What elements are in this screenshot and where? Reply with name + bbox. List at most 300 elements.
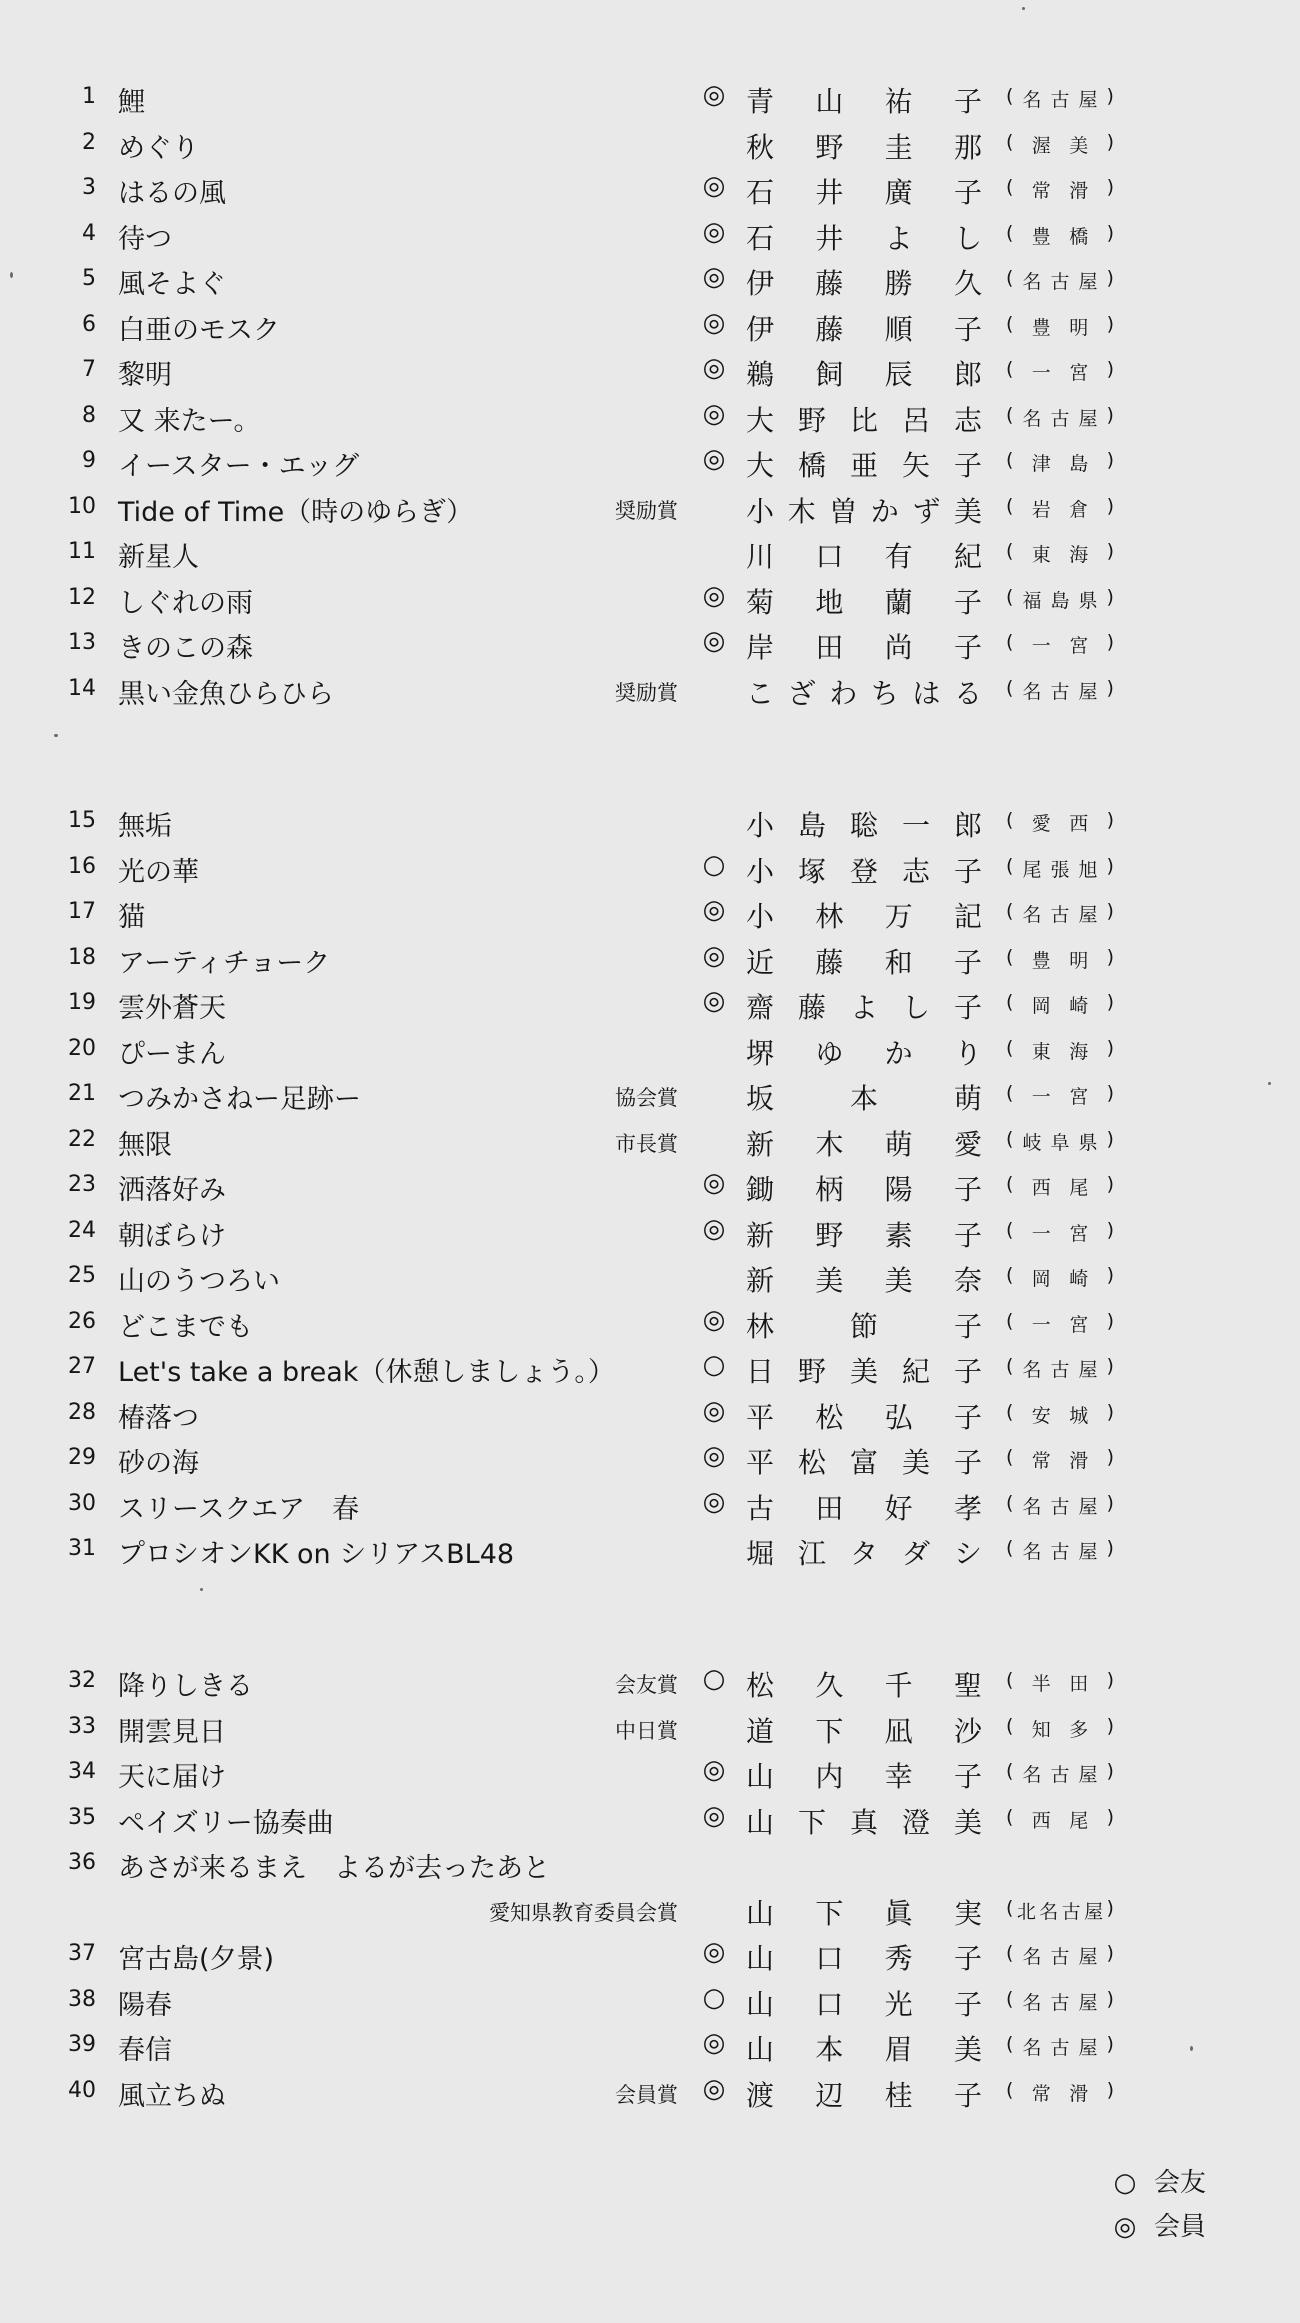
entry-row	[0, 213, 1300, 253]
location-char: 岐	[1022, 1131, 1042, 1154]
award-label: 会員賞	[615, 2082, 678, 2107]
membership-mark: ◎	[702, 1441, 726, 1471]
entry-row	[0, 1255, 1300, 1295]
location-char: 古	[1050, 1359, 1070, 1381]
entry-title: 洒落好み	[118, 1175, 226, 1206]
name-char: 美	[901, 1446, 930, 1479]
location-char: 尾	[1069, 1809, 1089, 1832]
location-char: )	[1106, 1805, 1114, 1828]
location-char: 古	[1050, 407, 1070, 430]
location-char: 名	[1022, 1359, 1042, 1381]
author-location	[1006, 1173, 1114, 1200]
author-name	[746, 1214, 982, 1254]
name-char: 下	[797, 1805, 826, 1839]
scan-speck	[54, 734, 58, 737]
name-char: 松	[746, 1669, 775, 1702]
name-char: 林	[746, 1309, 775, 1343]
name-char: 子	[953, 312, 982, 346]
name-char: 矢	[901, 449, 930, 482]
name-char: ざ	[787, 676, 816, 710]
location-char: 古	[1050, 2037, 1070, 2059]
location-char: 名	[1022, 1946, 1042, 1968]
name-char: 辰	[884, 358, 913, 391]
name-char: 江	[797, 1537, 826, 1570]
entry-title: 又 来たー。	[118, 405, 261, 437]
name-char: か	[870, 494, 899, 528]
location-char: 古	[1050, 1541, 1070, 1563]
location-char: )	[1106, 1036, 1114, 1059]
location-char: )	[1106, 1400, 1114, 1423]
name-char: 岸	[746, 631, 775, 664]
membership-mark: ◎	[702, 1304, 726, 1335]
location-char: 東	[1031, 544, 1051, 566]
legend-symbol: ○	[1113, 2168, 1137, 2198]
entry-title: はるの風	[118, 178, 226, 209]
author-location	[1006, 1806, 1114, 1833]
entry-title: 宮古島(夕景)	[118, 1944, 275, 1975]
author-name	[746, 1123, 982, 1163]
author-name	[746, 1396, 982, 1436]
name-char: シ	[953, 1537, 982, 1570]
entry-row	[0, 531, 1300, 571]
name-char: 陽	[884, 1173, 913, 1206]
entry-title: 開雲見日	[118, 1716, 226, 1748]
entry-number: 39	[68, 2032, 96, 2057]
location-char: )	[1106, 312, 1114, 335]
name-char: ち	[870, 676, 899, 710]
location-char: )	[1106, 130, 1114, 153]
location-char: )	[1106, 1896, 1114, 1919]
author-location	[1006, 1401, 1114, 1428]
location-char: 一	[1031, 1222, 1051, 1245]
name-char: 素	[884, 1218, 913, 1252]
entry-title: 白亜のモスク	[118, 314, 280, 346]
entry-title: 光の華	[118, 856, 199, 888]
entry-title: ぴーまん	[118, 1038, 226, 1070]
name-char: 節	[849, 1309, 878, 1343]
name-char: 山	[746, 1987, 775, 2021]
entry-row	[0, 167, 1300, 207]
name-char: 井	[815, 221, 844, 255]
entry-number: 15	[68, 808, 96, 833]
location-char: )	[1106, 358, 1114, 380]
location-char: (	[1006, 1805, 1014, 1828]
name-char: し	[901, 991, 930, 1024]
name-char: 子	[953, 2078, 982, 2112]
name-char: 伊	[746, 267, 775, 300]
name-char: 子	[953, 1400, 982, 1434]
name-char: 鵜	[746, 358, 775, 391]
membership-mark: ◎	[702, 1486, 726, 1517]
membership-mark: ◎	[702, 895, 726, 925]
location-char: )	[1106, 945, 1114, 968]
author-location	[1006, 1537, 1114, 1564]
location-char: )	[1106, 1760, 1114, 1782]
author-location	[1006, 809, 1114, 836]
name-char: 内	[815, 1760, 844, 1793]
name-char: 塚	[797, 854, 826, 888]
author-location	[1006, 1715, 1114, 1742]
name-char: 新	[746, 1218, 775, 1252]
location-char: 一	[1031, 1086, 1051, 1108]
entry-title: 山のうつろい	[118, 1266, 280, 1297]
scan-speck	[10, 272, 13, 278]
award-label: 会友賞	[615, 1673, 678, 1697]
author-name	[746, 1168, 982, 1208]
location-char: 滑	[1069, 1450, 1089, 1472]
membership-mark: ◎	[702, 171, 726, 201]
location-char: 崎	[1069, 1268, 1089, 1290]
entry-row	[0, 76, 1300, 116]
name-char: り	[953, 1036, 982, 1070]
membership-mark: ◎	[702, 353, 726, 383]
location-char: (	[1006, 176, 1014, 198]
author-name	[746, 2074, 982, 2114]
location-char: )	[1106, 1127, 1114, 1150]
location-char: 岩	[1031, 498, 1051, 521]
entry-row	[0, 1392, 1300, 1432]
entry-title: イースター・エッグ	[118, 451, 360, 482]
author-name	[746, 1664, 982, 1704]
author-name	[746, 895, 982, 935]
name-char: 山	[746, 1896, 775, 1930]
entry-number: 20	[68, 1035, 96, 1061]
author-location	[1006, 2033, 1114, 2060]
name-char: 野	[797, 1355, 826, 1388]
entry-row	[0, 891, 1300, 931]
entry-row	[0, 1164, 1300, 1204]
membership-mark: ◎	[702, 940, 726, 971]
location-char: 屋	[1078, 1946, 1098, 1968]
location-char: )	[1106, 1173, 1114, 1195]
entry-row	[0, 982, 1300, 1022]
location-char: 名	[1022, 904, 1042, 926]
author-name	[746, 1892, 982, 1932]
entry-title: つみかさねー足跡ー	[118, 1084, 361, 1115]
name-char: 久	[815, 1669, 844, 1702]
location-char: 旭	[1078, 858, 1098, 881]
author-name	[746, 1801, 982, 1841]
location-char: 半	[1031, 1673, 1051, 1695]
location-char: (	[1006, 85, 1014, 107]
author-location	[1006, 1219, 1114, 1246]
name-char: 小	[746, 494, 775, 528]
membership-mark: ◎	[702, 1800, 726, 1831]
location-char: (	[1006, 1264, 1014, 1286]
name-char: 那	[953, 130, 982, 164]
author-name	[746, 986, 982, 1026]
author-location	[1006, 495, 1114, 522]
name-char: 子	[953, 631, 982, 664]
location-char: (	[1006, 2033, 1014, 2055]
membership-mark: ◎	[702, 2073, 726, 2104]
entry-title: ペイズリー協奏曲	[118, 1807, 334, 1839]
location-char: 明	[1069, 949, 1089, 972]
author-name	[746, 850, 982, 890]
name-char: 山	[746, 1805, 775, 1839]
membership-mark: ○	[702, 1664, 726, 1694]
entry-row	[0, 1028, 1300, 1068]
location-char: (	[1006, 676, 1014, 699]
location-char: (	[1006, 403, 1014, 426]
legend-label: 会友	[1154, 2168, 1207, 2198]
entry-row	[0, 1979, 1300, 2019]
award-label: 中日賞	[615, 1718, 678, 1743]
name-char: し	[953, 221, 982, 255]
membership-mark: ○	[702, 849, 726, 880]
location-char: (	[1006, 1714, 1014, 1737]
name-char: 石	[746, 221, 775, 255]
location-char: )	[1106, 900, 1114, 922]
location-char: )	[1106, 1537, 1114, 1559]
author-location	[1006, 1492, 1114, 1519]
entry-title: 鯉	[118, 87, 145, 118]
entry-number: 18	[68, 944, 96, 970]
name-char: 子	[953, 1942, 982, 1975]
entry-title: 風そよぐ	[118, 269, 226, 300]
name-char: 日	[746, 1355, 775, 1388]
membership-mark: ◎	[702, 1937, 726, 1967]
entry-number: 33	[68, 1713, 96, 1739]
location-char: 宮	[1069, 1086, 1089, 1108]
entry-number: 11	[68, 539, 96, 564]
name-char: 曽	[829, 494, 858, 528]
location-char: (	[1006, 1537, 1014, 1559]
name-char: 奈	[953, 1264, 982, 1297]
name-char: こ	[746, 676, 775, 710]
entry-number: 1	[82, 84, 96, 109]
author-name	[746, 1937, 982, 1977]
name-char: 本	[815, 2033, 844, 2066]
location-char: )	[1106, 1082, 1114, 1104]
location-char: )	[1106, 403, 1114, 426]
author-location	[1006, 1310, 1114, 1337]
location-char: 名	[1022, 1541, 1042, 1563]
entry-row	[0, 2024, 1300, 2064]
name-char: る	[953, 676, 982, 710]
location-char: )	[1106, 1218, 1114, 1241]
name-char: 山	[746, 1760, 775, 1793]
name-char: 小	[746, 900, 775, 933]
entry-number: 21	[68, 1081, 96, 1106]
name-char: 堀	[746, 1537, 775, 1570]
entry-number: 4	[82, 220, 96, 246]
name-char: 野	[815, 1218, 844, 1252]
location-char: 屋	[1078, 904, 1098, 926]
location-char: (	[1006, 1760, 1014, 1782]
location-char: )	[1106, 1309, 1114, 1332]
name-char: は	[912, 676, 941, 710]
name-char: 志	[901, 854, 930, 888]
entry-title: 春信	[118, 2035, 172, 2066]
location-char: 安	[1031, 1404, 1051, 1427]
entry-row	[0, 800, 1300, 840]
name-char: 野	[797, 403, 826, 437]
name-char: 新	[746, 1127, 775, 1161]
author-name	[746, 444, 982, 484]
location-char: 名	[1022, 1991, 1042, 2014]
membership-mark: ◎	[702, 986, 726, 1016]
location-char: 名	[1039, 1900, 1059, 1923]
name-char: 好	[884, 1491, 913, 1525]
location-char: 豊	[1031, 316, 1051, 339]
author-location	[1006, 1760, 1114, 1787]
location-char: 城	[1069, 1404, 1089, 1427]
author-location	[1006, 1988, 1114, 2015]
entry-number: 27	[68, 1354, 96, 1379]
entry-number: 9	[82, 448, 96, 473]
name-char: 子	[953, 1760, 982, 1793]
name-char: 山	[746, 2033, 775, 2066]
author-location	[1006, 1669, 1114, 1696]
entry-row	[0, 1210, 1300, 1250]
entry-row	[0, 1073, 1300, 1113]
entry-title: 風立ちぬ	[118, 2080, 226, 2112]
name-char: 祐	[884, 85, 913, 118]
name-char: 沙	[953, 1714, 982, 1748]
name-char: 子	[953, 85, 982, 118]
author-location	[1006, 631, 1114, 658]
entry-title: 無垢	[118, 811, 172, 842]
name-char: わ	[829, 676, 858, 710]
entry-number: 13	[68, 630, 96, 655]
scan-speck	[1268, 1082, 1271, 1085]
name-char: 子	[953, 585, 982, 619]
location-char: (	[1006, 945, 1014, 968]
entry-title: 猫	[118, 902, 145, 933]
name-char: 鋤	[746, 1173, 775, 1206]
entry-title: めぐり	[118, 132, 199, 164]
entry-title: 砂の海	[118, 1448, 199, 1479]
name-char: 齋	[746, 991, 775, 1024]
entry-row	[0, 577, 1300, 617]
name-char: 萌	[884, 1127, 913, 1161]
name-char: 順	[884, 312, 913, 346]
name-char: 橋	[797, 449, 826, 482]
name-char: 本	[849, 1082, 878, 1115]
membership-mark: ◎	[702, 80, 726, 110]
location-char: 屋	[1078, 407, 1098, 430]
scan-speck	[1022, 7, 1025, 10]
entry-number: 40	[68, 2077, 96, 2103]
entry-title: 雲外蒼天	[118, 993, 226, 1024]
name-char: 松	[815, 1400, 844, 1434]
name-char: 比	[849, 403, 878, 437]
name-char: 一	[901, 809, 930, 842]
location-char: 名	[1022, 680, 1042, 703]
name-char: 坂	[746, 1082, 775, 1115]
entry-title: あさが来るまえ よるが去ったあと	[118, 1853, 550, 1884]
location-char: (	[1006, 312, 1014, 335]
entry-row	[0, 1933, 1300, 1973]
name-char: 幸	[884, 1760, 913, 1793]
location-char: 尾	[1022, 858, 1042, 881]
entry-number: 24	[68, 1217, 96, 1243]
name-char: 有	[884, 540, 913, 573]
name-char: 飼	[815, 358, 844, 391]
location-char: 古	[1050, 271, 1070, 293]
name-char: 蘭	[884, 585, 913, 619]
location-char: 古	[1050, 1991, 1070, 2014]
location-char: 名	[1022, 1495, 1042, 1518]
entry-title: 待つ	[118, 223, 172, 255]
membership-mark: ◎	[702, 626, 726, 656]
location-char: 海	[1069, 544, 1089, 566]
location-char: )	[1106, 676, 1114, 699]
author-location	[1006, 85, 1114, 112]
name-char: 美	[953, 1805, 982, 1839]
location-char: 西	[1031, 1177, 1051, 1199]
author-location	[1006, 540, 1114, 567]
entry-row-continued	[0, 1888, 1300, 1928]
name-char: ダ	[901, 1537, 930, 1570]
author-location	[1006, 267, 1114, 294]
location-char: 古	[1050, 1495, 1070, 1518]
author-location	[1006, 1128, 1114, 1155]
entry-title: Let's take a break（休憩しましょう。）	[118, 1357, 615, 1388]
entry-title: アーティチョーク	[118, 947, 331, 979]
location-char: )	[1106, 1355, 1114, 1377]
author-name	[746, 581, 982, 621]
entry-number: 34	[68, 1759, 96, 1784]
location-char: 名	[1022, 271, 1042, 293]
entry-number: 31	[68, 1536, 96, 1561]
entry-title: 黒い金魚ひらひら	[118, 678, 334, 710]
name-char: 圭	[884, 130, 913, 164]
location-char: 常	[1031, 2082, 1051, 2105]
name-char: 亜	[849, 449, 878, 482]
entry-number: 25	[68, 1263, 96, 1288]
entry-title: きのこの森	[118, 633, 253, 664]
entry-row	[0, 1483, 1300, 1523]
entry-number: 32	[68, 1668, 96, 1693]
location-char: 宮	[1069, 1313, 1089, 1336]
location-char: )	[1106, 1942, 1114, 1964]
name-char: 子	[953, 1218, 982, 1252]
membership-mark: ○	[702, 1982, 726, 2013]
location-char: 滑	[1069, 180, 1089, 202]
name-char: 藤	[815, 312, 844, 346]
author-location	[1006, 1942, 1114, 1969]
author-name	[746, 1350, 982, 1390]
author-name	[746, 1755, 982, 1795]
entry-row	[0, 304, 1300, 344]
award-label: 市長賞	[615, 1131, 678, 1156]
author-location	[1006, 1446, 1114, 1473]
location-char: (	[1006, 991, 1014, 1013]
legend-item	[1108, 2162, 1206, 2199]
name-char: 眉	[884, 2033, 913, 2066]
name-char: 尚	[884, 631, 913, 664]
membership-mark: ◎	[702, 1213, 726, 1244]
name-char: 子	[953, 854, 982, 888]
entry-row	[0, 1797, 1300, 1837]
entry-row	[0, 2070, 1300, 2110]
name-char: 渡	[746, 2078, 775, 2112]
entry-number: 38	[68, 1986, 96, 2012]
name-char: 伊	[746, 312, 775, 346]
location-char: 豊	[1031, 225, 1051, 248]
name-char: 光	[884, 1987, 913, 2021]
entry-title: 朝ぼらけ	[118, 1220, 226, 1252]
location-char: (	[1006, 809, 1014, 831]
name-char: 野	[815, 130, 844, 164]
location-char: )	[1106, 631, 1114, 653]
name-char: 子	[953, 1446, 982, 1479]
award-label: 愛知県教育委員会賞	[489, 1900, 678, 1925]
location-char: 愛	[1031, 813, 1051, 835]
entry-title: プロシオンKK on シリアスBL48	[118, 1539, 515, 1570]
